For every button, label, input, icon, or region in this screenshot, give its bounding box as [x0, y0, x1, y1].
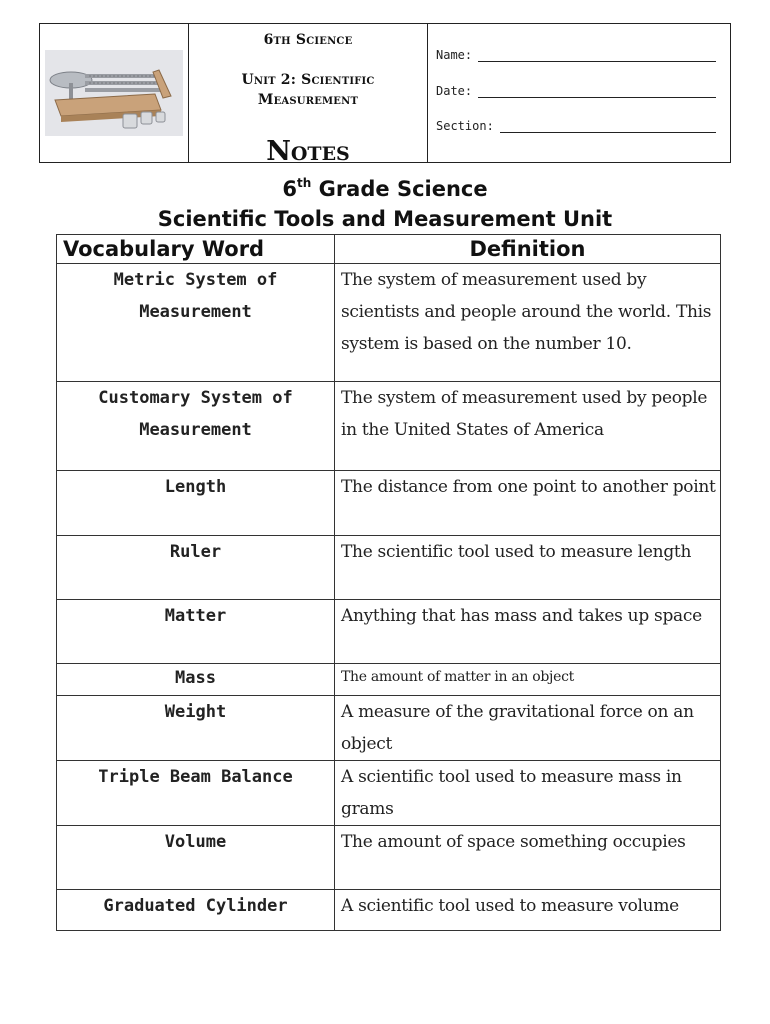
vocab-word: Metric System of Measurement — [57, 264, 335, 382]
vocab-definition: The distance from one point to another point — [335, 471, 721, 536]
vocab-word: Volume — [57, 826, 335, 890]
triple-beam-balance-image — [45, 50, 183, 136]
unit-line-1: Unit 2: Scientific — [241, 72, 375, 88]
table-row — [57, 664, 721, 696]
course-label: 6th Science — [263, 32, 353, 48]
notes-label: Notes — [266, 136, 350, 162]
name-field[interactable] — [436, 48, 716, 62]
grade-rest: Grade Science — [311, 177, 488, 201]
vocab-word: Length — [57, 471, 335, 536]
column-header-definition: Definition — [335, 235, 721, 264]
table-row — [57, 890, 721, 931]
vocabulary-table — [56, 234, 721, 931]
unit-title: Scientific Tools and Measurement Unit — [157, 207, 613, 231]
name-label: Name: — [436, 48, 473, 62]
page-titles — [0, 174, 770, 234]
vocab-definition: The amount of matter in an object — [335, 664, 721, 696]
vocab-word: Graduated Cylinder — [57, 890, 335, 931]
header-fields-cell — [428, 24, 730, 162]
grade-number: 6 — [282, 177, 297, 201]
vocab-definition: The scientific tool used to measure length — [335, 536, 721, 600]
column-header-word: Vocabulary Word — [57, 235, 335, 264]
table-row — [57, 761, 721, 826]
vocab-word: Triple Beam Balance — [57, 761, 335, 826]
vocab-word: Weight — [57, 696, 335, 761]
table-row — [57, 696, 721, 761]
date-field[interactable] — [436, 84, 716, 98]
grade-title — [0, 174, 770, 204]
section-line[interactable] — [500, 120, 716, 133]
vocab-definition: A measure of the gravitational force on an object — [335, 696, 721, 761]
grade-superscript: th — [297, 176, 312, 190]
section-label: Section: — [436, 119, 494, 133]
table-header-row — [57, 235, 721, 264]
vocab-definition: A scientific tool used to measure volume — [335, 890, 721, 931]
vocab-definition: A scientific tool used to measure mass in grams — [335, 761, 721, 826]
vocab-definition: The system of measurement used by scientists and people around the world. This system is based on the number 10. — [335, 264, 721, 382]
date-label: Date: — [436, 84, 473, 98]
vocab-word: Mass — [57, 664, 335, 696]
table-row — [57, 826, 721, 890]
vocab-definition: Anything that has mass and takes up space — [335, 600, 721, 664]
vocab-word: Customary System of Measurement — [57, 382, 335, 471]
date-line[interactable] — [478, 85, 716, 98]
header-image-cell — [40, 24, 189, 162]
table-row — [57, 471, 721, 536]
vocab-word: Ruler — [57, 536, 335, 600]
vocab-definition: The amount of space something occupies — [335, 826, 721, 890]
unit-line-2: Measurement — [257, 92, 359, 108]
unit-label — [189, 70, 427, 110]
vocab-definition: The system of measurement used by people in the United States of America — [335, 382, 721, 471]
table-row — [57, 382, 721, 471]
worksheet-header — [39, 23, 731, 163]
header-title-cell — [189, 24, 428, 162]
table-row — [57, 536, 721, 600]
table-row — [57, 264, 721, 382]
vocab-word: Matter — [57, 600, 335, 664]
table-row — [57, 600, 721, 664]
name-line[interactable] — [478, 49, 716, 62]
section-field[interactable] — [436, 119, 716, 133]
